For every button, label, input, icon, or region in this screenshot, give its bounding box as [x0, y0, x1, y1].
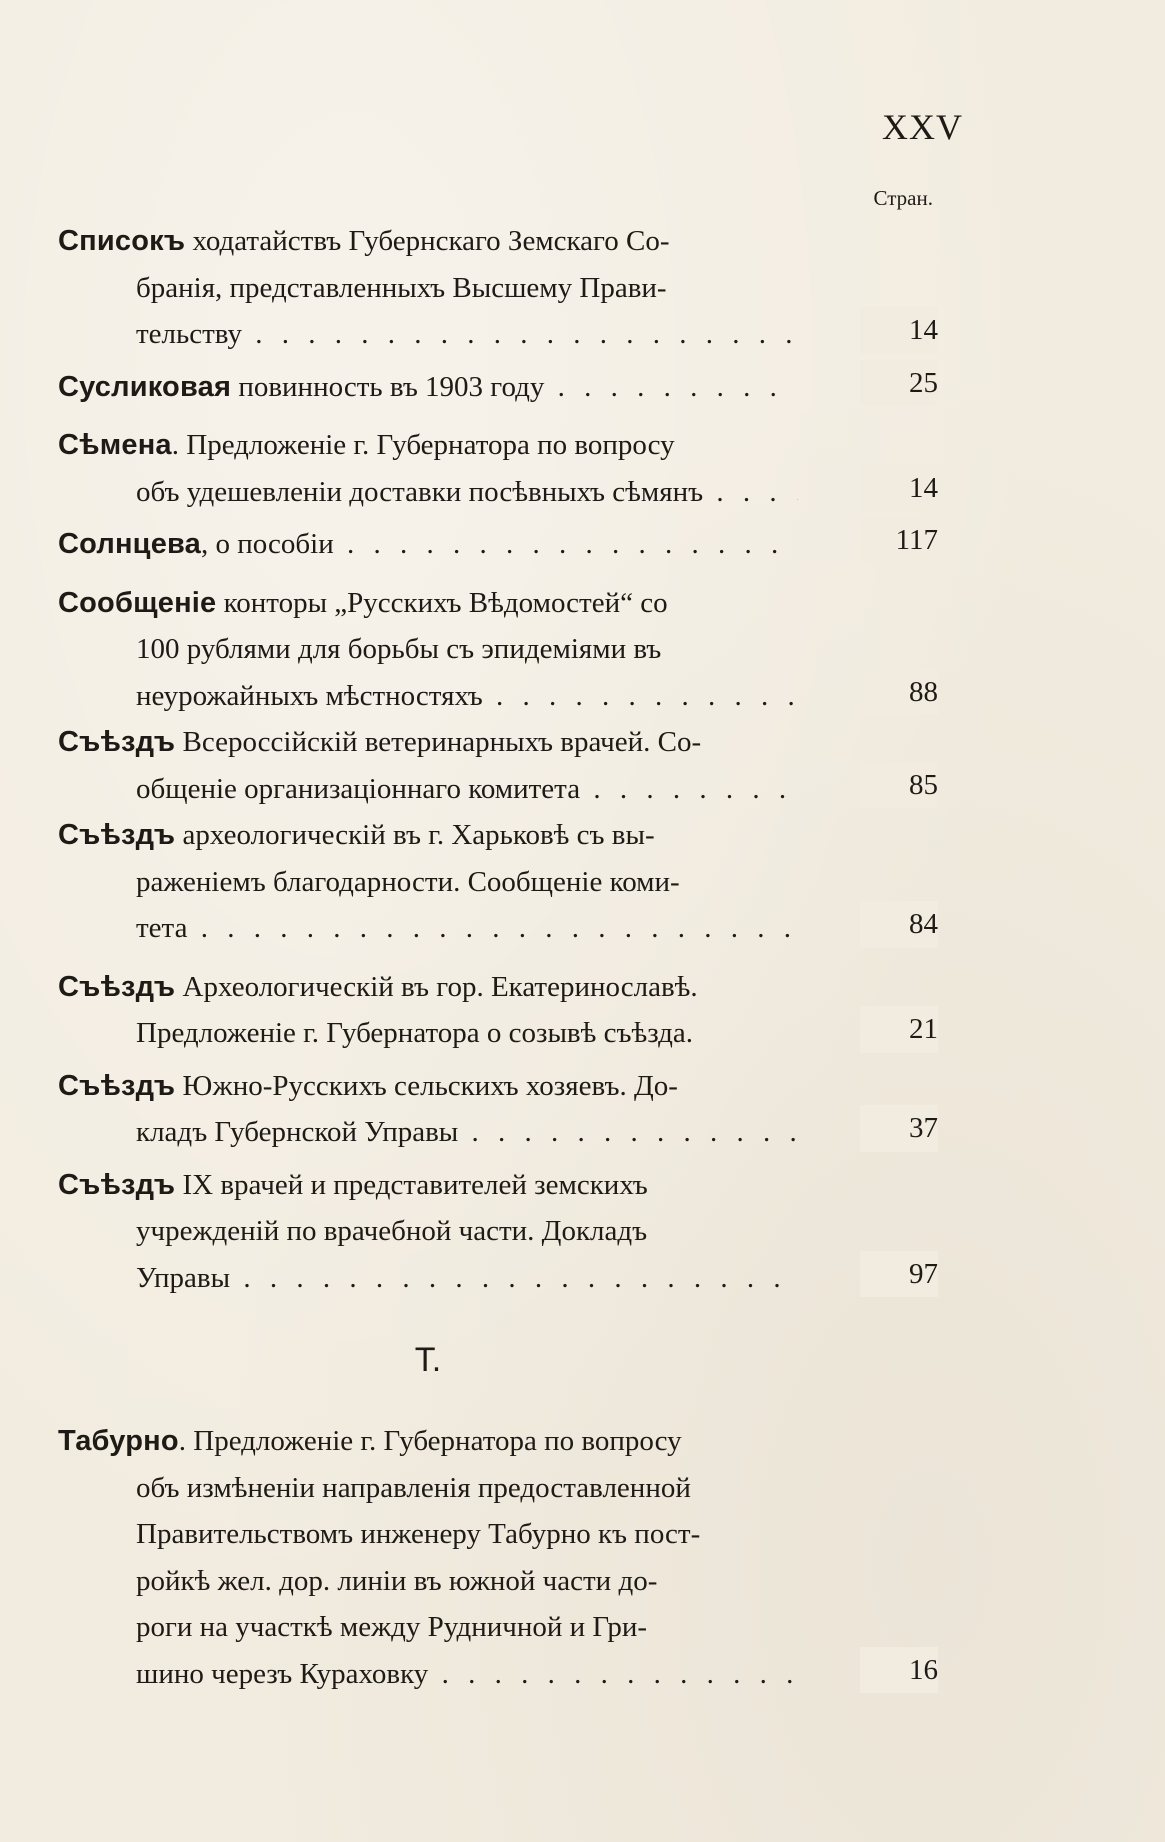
- page-column-header: Стран.: [873, 186, 933, 210]
- entry-text: . Предложеніе г. Губернатора по вопросу: [178, 1425, 682, 1457]
- index-entry: [58, 580, 938, 720]
- entry-text: Правительствомъ инженеру Табурно къ пост-: [136, 1518, 701, 1550]
- section-letter: Т.: [414, 1341, 442, 1379]
- index-entry: [58, 218, 938, 358]
- page-number: XXV: [882, 107, 963, 147]
- index-entry: [58, 1063, 938, 1156]
- entry-heading: Съѣздъ: [58, 726, 176, 758]
- entry-text: Всероссійскій ветеринарныхъ врачей. Со-: [182, 726, 702, 758]
- entry-heading: Съѣздъ: [58, 1069, 176, 1102]
- entry-text: Предложеніе г. Губернатора о созывѣ съѣзда.: [136, 1017, 694, 1049]
- entry-heading: Съѣздъ: [58, 1168, 176, 1201]
- entry-text: общеніе организаціоннаго комитета . . .: [58, 766, 798, 813]
- entry-heading: Табурно: [58, 1425, 179, 1457]
- index-entry: [58, 422, 938, 515]
- entry-heading: Сѣмена: [58, 429, 172, 461]
- index-entry: [58, 1162, 938, 1302]
- entry-text: 100 рублями для борьбы съ эпидеміями въ: [136, 633, 662, 665]
- entry-heading: Съѣздъ: [58, 970, 176, 1003]
- entry-text: учрежденій по врачебной части. Докладъ: [136, 1215, 648, 1247]
- index-entry: [58, 364, 938, 411]
- entry-text: неурожайныхъ мѣстностяхъ . . .: [58, 673, 798, 720]
- index-entry: [58, 719, 938, 812]
- entry-page-number: 37: [860, 1105, 938, 1152]
- entry-page-number: 25: [860, 360, 938, 407]
- entry-text: кладъ Губернской Управы . . .: [58, 1109, 798, 1156]
- entry-heading: Сусликовая: [58, 370, 232, 403]
- entry-page-number: 14: [860, 307, 938, 354]
- entry-page-number: 117: [860, 517, 938, 564]
- entry-page-number: 21: [860, 1006, 938, 1053]
- index-entry: [58, 812, 938, 952]
- index-entry: [58, 1418, 938, 1697]
- entry-text: тета . . .: [58, 905, 798, 952]
- index-entries: [58, 218, 938, 1697]
- entry-page-number: 84: [860, 901, 938, 948]
- entry-text: тельству . . .: [58, 311, 798, 358]
- entry-text: ройкѣ жел. дор. линіи въ южной части до-: [136, 1564, 658, 1597]
- entry-text: Управы . . .: [58, 1255, 798, 1302]
- entry-page-number: 85: [860, 762, 938, 809]
- entry-text: IX врачей и представителей земскихъ: [182, 1168, 648, 1201]
- entry-page-number: 88: [860, 669, 938, 716]
- entry-text: , о пособіи: [201, 528, 334, 560]
- entry-heading: Съѣздъ: [58, 819, 176, 851]
- entry-text: бранія, представленныхъ Высшему Прави-: [136, 271, 667, 304]
- entry-text: Южно-Русскихъ сельскихъ хозяевъ. До-: [182, 1069, 678, 1102]
- entry-heading: Солнцева: [58, 528, 202, 560]
- entry-text: объ измѣненіи направленія предоставленной: [136, 1471, 691, 1504]
- entry-text: повинность въ 1903 году: [238, 370, 545, 403]
- entry-text: ходатайствъ Губернскаго Земскаго Со-: [192, 225, 670, 257]
- entry-text: конторы „Русскихъ Вѣдомостей“ со: [223, 586, 668, 619]
- entry-text: археологическій въ г. Харьковѣ съ вы-: [182, 819, 655, 851]
- entry-text: . Предложеніе г. Губернатора по вопросу: [171, 429, 675, 461]
- entry-heading: Списокъ: [58, 225, 186, 257]
- entry-text: Археологическій въ гор. Екатеринославѣ.: [182, 970, 698, 1003]
- index-entry: [58, 521, 938, 568]
- entry-text: объ удешевленіи доставки посѣвныхъ сѣмянъ . . .: [58, 469, 798, 516]
- entry-page-number: 16: [860, 1647, 938, 1694]
- index-entry: [58, 964, 938, 1057]
- entry-text: роги на участкѣ между Рудничной и Гри-: [136, 1611, 648, 1643]
- entry-page-number: 14: [860, 465, 938, 512]
- entry-heading: Сообщеніе: [58, 586, 217, 619]
- entry-page-number: 97: [860, 1251, 938, 1298]
- entry-text: раженіемъ благодарности. Сообщеніе коми-: [136, 865, 680, 898]
- entry-text: шино черезъ Кураховку . . .: [58, 1651, 798, 1698]
